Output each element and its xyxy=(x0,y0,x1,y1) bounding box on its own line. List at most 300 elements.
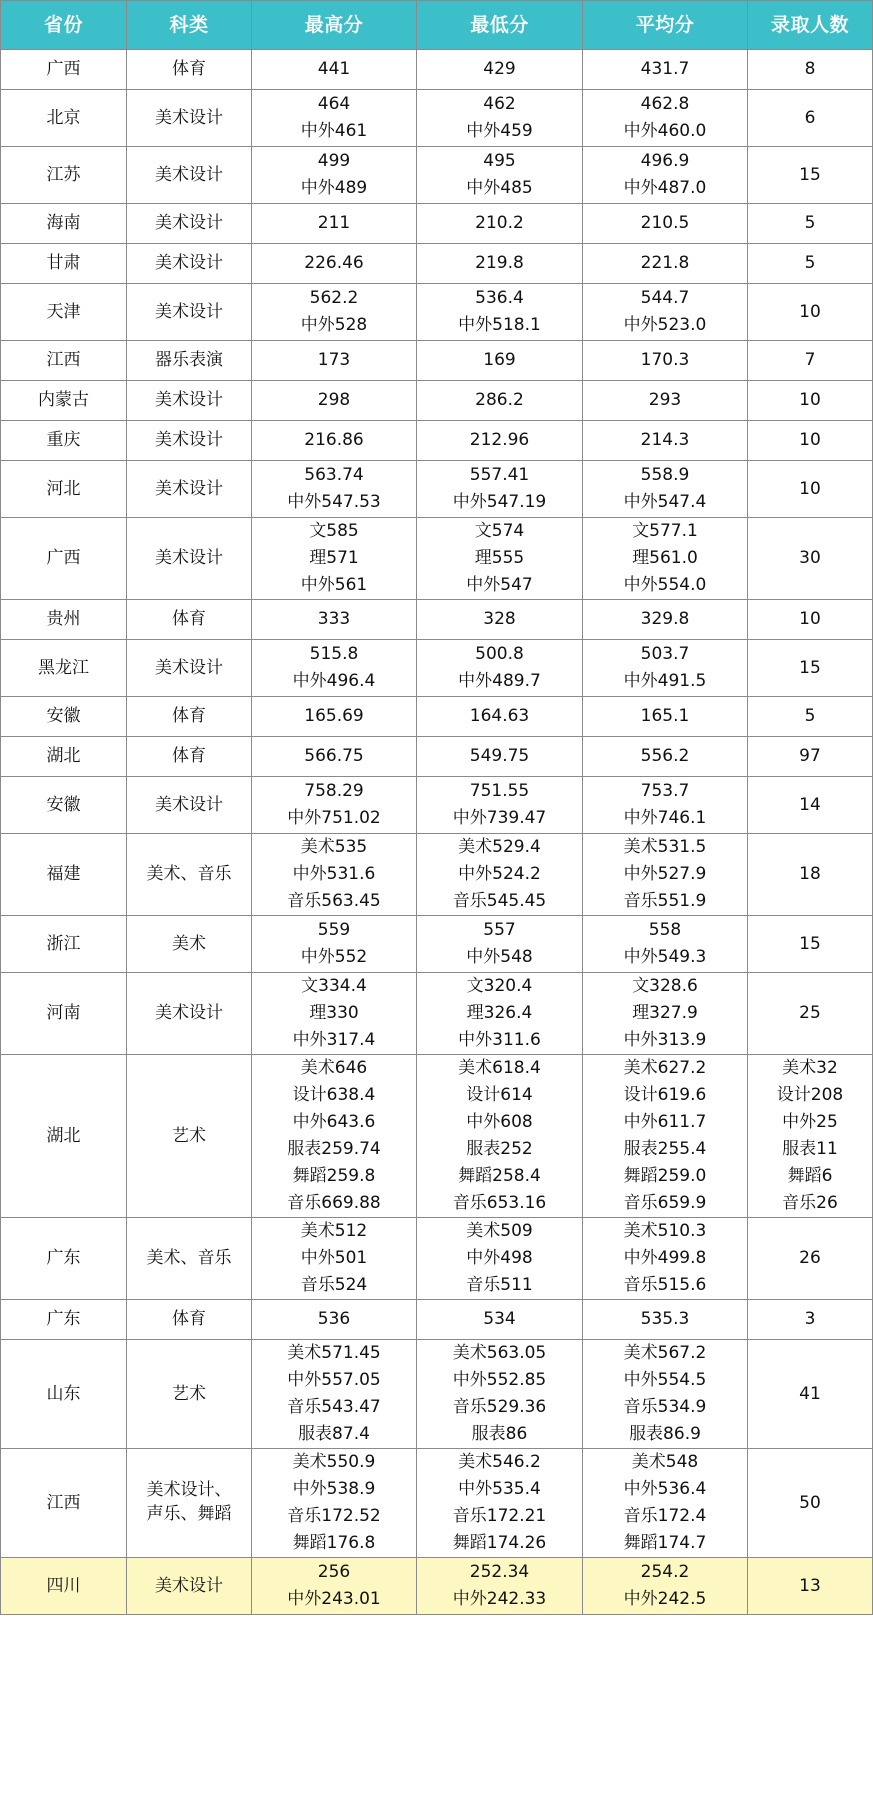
avg-score-cell-line: 544.7 xyxy=(640,288,690,308)
min-score-cell-line: 557.41 xyxy=(469,465,530,485)
min-score-cell-line: 中外552.85 xyxy=(452,1370,547,1390)
avg-score-cell-line: 音乐515.6 xyxy=(623,1275,707,1295)
avg-score-cell-line: 音乐551.9 xyxy=(623,891,707,911)
admitted-count-cell xyxy=(748,147,873,204)
min-score-cell-line: 286.2 xyxy=(475,390,524,410)
min-score-cell-line: 音乐545.45 xyxy=(452,891,547,911)
table-row xyxy=(1,777,873,834)
avg-score-cell-line: 中外460.0 xyxy=(623,121,707,141)
min-score-cell-line: 462 xyxy=(483,94,516,114)
admitted-count-cell xyxy=(748,90,873,147)
max-score-cell xyxy=(252,640,417,697)
max-score-cell-line: 中外531.6 xyxy=(292,864,376,884)
min-score-cell-line: 534 xyxy=(483,1309,516,1329)
table-row xyxy=(1,1300,873,1340)
min-score-cell-line: 中外311.6 xyxy=(458,1030,541,1050)
avg-score-cell-line: 美术567.2 xyxy=(623,1343,707,1363)
max-score-cell-line: 中外552 xyxy=(300,947,368,967)
max-score-cell xyxy=(252,204,417,244)
min-score-cell-line: 549.75 xyxy=(469,746,530,766)
category-cell: 美术设计 xyxy=(127,973,252,1055)
max-score-cell-line: 226.46 xyxy=(304,253,364,273)
min-score-cell xyxy=(417,834,583,916)
avg-score-cell-line: 中外554.5 xyxy=(623,1370,707,1390)
min-score-cell xyxy=(417,421,583,461)
max-score-cell xyxy=(252,381,417,421)
min-score-cell-line: 中外608 xyxy=(466,1112,533,1132)
admitted-count-cell-line: 15 xyxy=(799,933,821,954)
avg-score-cell-line: 中外554.0 xyxy=(623,575,707,595)
max-score-cell xyxy=(252,461,417,518)
max-score-cell-line: 中外547.53 xyxy=(287,492,381,512)
max-score-cell-line: 441 xyxy=(317,59,351,79)
min-score-cell xyxy=(417,600,583,640)
avg-score-cell-line: 中外491.5 xyxy=(623,671,707,691)
max-score-cell-line: 理330 xyxy=(309,1003,359,1023)
table-row xyxy=(1,341,873,381)
table-header xyxy=(1,1,873,50)
min-score-cell-line: 舞蹈258.4 xyxy=(458,1166,541,1186)
table-row xyxy=(1,640,873,697)
province-cell: 贵州 xyxy=(1,600,127,640)
header-min-score: 最低分 xyxy=(417,1,583,50)
table-row xyxy=(1,461,873,518)
avg-score-cell-line: 中外313.9 xyxy=(623,1030,707,1050)
avg-score-cell-line: 170.3 xyxy=(640,350,690,370)
table-row xyxy=(1,1340,873,1449)
max-score-cell-line: 服表259.74 xyxy=(287,1139,381,1159)
max-score-cell-line: 中外643.6 xyxy=(292,1112,376,1132)
max-score-cell-line: 服表87.4 xyxy=(298,1424,370,1444)
avg-score-cell-line: 音乐172.4 xyxy=(623,1506,707,1526)
admitted-count-cell-line: 7 xyxy=(804,350,816,370)
category-cell: 美术设计 xyxy=(127,421,252,461)
min-score-cell-line: 中外459 xyxy=(466,121,533,141)
max-score-cell xyxy=(252,834,417,916)
max-score-cell xyxy=(252,244,417,284)
avg-score-cell-line: 中外487.0 xyxy=(623,178,707,198)
avg-score-cell xyxy=(583,737,748,777)
avg-score-cell xyxy=(583,697,748,737)
admitted-count-cell-line: 3 xyxy=(804,1309,816,1329)
admitted-count-cell-line: 41 xyxy=(799,1383,821,1404)
admitted-count-cell xyxy=(748,284,873,341)
table-row xyxy=(1,1218,873,1300)
province-cell: 山东 xyxy=(1,1340,127,1449)
min-score-cell-line: 500.8 xyxy=(475,644,524,664)
admitted-count-cell-line: 5 xyxy=(804,213,816,233)
avg-score-cell-line: 503.7 xyxy=(640,644,690,664)
province-cell: 北京 xyxy=(1,90,127,147)
avg-score-cell-line: 理327.9 xyxy=(632,1003,698,1023)
admitted-count-cell-line: 设计208 xyxy=(776,1085,844,1105)
province-cell: 广东 xyxy=(1,1300,127,1340)
category-cell: 美术设计 xyxy=(127,518,252,600)
avg-score-cell xyxy=(583,916,748,973)
avg-score-cell xyxy=(583,50,748,90)
min-score-cell-line: 音乐529.36 xyxy=(452,1397,547,1417)
min-score-cell xyxy=(417,1218,583,1300)
province-cell: 广东 xyxy=(1,1218,127,1300)
admitted-count-cell-line: 10 xyxy=(799,609,821,629)
max-score-cell-line: 216.86 xyxy=(304,430,364,450)
header-admitted-count: 录取人数 xyxy=(748,1,873,50)
province-cell: 安徽 xyxy=(1,697,127,737)
avg-score-cell xyxy=(583,421,748,461)
max-score-cell xyxy=(252,697,417,737)
province-cell: 福建 xyxy=(1,834,127,916)
table-row xyxy=(1,1055,873,1218)
avg-score-cell-line: 舞蹈174.7 xyxy=(623,1533,707,1553)
avg-score-cell-line: 210.5 xyxy=(640,213,690,233)
min-score-cell-line: 中外739.47 xyxy=(452,808,547,828)
admitted-count-cell xyxy=(748,640,873,697)
admitted-count-cell xyxy=(748,737,873,777)
min-score-cell-line: 美术563.05 xyxy=(452,1343,547,1363)
avg-score-cell xyxy=(583,1300,748,1340)
max-score-cell-line: 中外561 xyxy=(300,575,368,595)
admitted-count-cell-line: 10 xyxy=(799,390,821,410)
avg-score-cell-line: 中外499.8 xyxy=(623,1248,707,1268)
min-score-cell-line: 中外548 xyxy=(466,947,533,967)
avg-score-cell-line: 美术510.3 xyxy=(623,1221,707,1241)
admitted-count-cell xyxy=(748,973,873,1055)
avg-score-cell-line: 美术548 xyxy=(631,1452,699,1472)
max-score-cell-line: 中外501 xyxy=(300,1248,368,1268)
avg-score-cell xyxy=(583,381,748,421)
avg-score-cell xyxy=(583,973,748,1055)
table-row xyxy=(1,381,873,421)
min-score-cell-line: 音乐172.21 xyxy=(452,1506,547,1526)
table-row xyxy=(1,518,873,600)
min-score-cell-line: 中外524.2 xyxy=(458,864,541,884)
max-score-cell-line: 舞蹈259.8 xyxy=(292,1166,376,1186)
admitted-count-cell-line: 18 xyxy=(799,864,821,884)
avg-score-cell xyxy=(583,461,748,518)
table-row xyxy=(1,50,873,90)
admitted-count-cell-line: 10 xyxy=(799,478,821,499)
category-cell xyxy=(127,1449,252,1558)
max-score-cell xyxy=(252,1340,417,1449)
min-score-cell-line: 219.8 xyxy=(475,253,524,273)
header-category: 科类 xyxy=(127,1,252,50)
province-cell: 内蒙古 xyxy=(1,381,127,421)
avg-score-cell-line: 中外746.1 xyxy=(623,808,707,828)
min-score-cell xyxy=(417,973,583,1055)
category-cell: 美术设计 xyxy=(127,204,252,244)
min-score-cell xyxy=(417,1558,583,1615)
admitted-count-cell xyxy=(748,1218,873,1300)
min-score-cell-line: 557 xyxy=(483,920,516,940)
admitted-count-cell xyxy=(748,518,873,600)
table-row xyxy=(1,421,873,461)
min-score-cell xyxy=(417,147,583,204)
max-score-cell-line: 165.69 xyxy=(304,706,364,726)
max-score-cell-line: 566.75 xyxy=(304,746,364,766)
admitted-count-cell xyxy=(748,1300,873,1340)
table-row xyxy=(1,284,873,341)
admitted-count-cell xyxy=(748,1558,873,1615)
avg-score-cell xyxy=(583,1340,748,1449)
min-score-cell-line: 429 xyxy=(483,59,516,79)
category-cell: 美术 xyxy=(127,916,252,973)
min-score-cell xyxy=(417,777,583,834)
max-score-cell-line: 中外751.02 xyxy=(287,808,381,828)
min-score-cell-line: 164.63 xyxy=(469,706,530,726)
category-cell: 体育 xyxy=(127,737,252,777)
min-score-cell-line: 舞蹈174.26 xyxy=(452,1533,547,1553)
province-cell: 海南 xyxy=(1,204,127,244)
admitted-count-cell xyxy=(748,461,873,518)
min-score-cell xyxy=(417,1340,583,1449)
min-score-cell-line: 文574 xyxy=(474,521,525,541)
max-score-cell-line: 音乐543.47 xyxy=(287,1397,381,1417)
max-score-cell-line: 音乐563.45 xyxy=(287,891,381,911)
max-score-cell-line: 536 xyxy=(317,1309,351,1329)
admitted-count-cell-line: 中外25 xyxy=(782,1112,838,1132)
admitted-count-cell-line: 15 xyxy=(799,164,821,185)
min-score-cell-line: 美术546.2 xyxy=(458,1452,541,1472)
table-row xyxy=(1,697,873,737)
min-score-cell-line: 495 xyxy=(483,151,516,171)
avg-score-cell xyxy=(583,244,748,284)
max-score-cell-line: 美术512 xyxy=(300,1221,368,1241)
min-score-cell-line: 设计614 xyxy=(466,1085,533,1105)
max-score-cell xyxy=(252,50,417,90)
max-score-cell-line: 499 xyxy=(317,151,351,171)
admitted-count-cell xyxy=(748,50,873,90)
avg-score-cell-line: 中外536.4 xyxy=(623,1479,707,1499)
category-cell: 美术设计 xyxy=(127,284,252,341)
header-avg-score: 平均分 xyxy=(583,1,748,50)
table-row xyxy=(1,244,873,284)
admitted-count-cell-line: 音乐26 xyxy=(782,1193,838,1213)
province-cell: 湖北 xyxy=(1,737,127,777)
max-score-cell xyxy=(252,1558,417,1615)
max-score-cell xyxy=(252,1449,417,1558)
province-cell: 河北 xyxy=(1,461,127,518)
max-score-cell xyxy=(252,600,417,640)
max-score-cell-line: 中外557.05 xyxy=(287,1370,381,1390)
avg-score-cell xyxy=(583,640,748,697)
avg-score-cell-line: 293 xyxy=(648,390,682,410)
avg-score-cell xyxy=(583,284,748,341)
max-score-cell-line: 758.29 xyxy=(304,781,364,801)
province-cell: 四川 xyxy=(1,1558,127,1615)
min-score-cell-line: 美术509 xyxy=(466,1221,533,1241)
avg-score-cell xyxy=(583,518,748,600)
avg-score-cell-line: 理561.0 xyxy=(632,548,698,568)
admitted-count-cell-line: 26 xyxy=(799,1248,821,1268)
max-score-cell-line: 中外461 xyxy=(300,121,368,141)
max-score-cell-line: 562.2 xyxy=(309,288,359,308)
admitted-count-cell xyxy=(748,1449,873,1558)
min-score-cell-line: 美术618.4 xyxy=(458,1058,541,1078)
province-cell: 江西 xyxy=(1,341,127,381)
min-score-cell-line: 中外489.7 xyxy=(458,671,541,691)
avg-score-cell-line: 舞蹈259.0 xyxy=(623,1166,707,1186)
avg-score-cell-line: 558.9 xyxy=(640,465,690,485)
province-cell: 黑龙江 xyxy=(1,640,127,697)
max-score-cell-line: 298 xyxy=(317,390,351,410)
avg-score-cell xyxy=(583,777,748,834)
min-score-cell xyxy=(417,204,583,244)
admitted-count-cell-line: 服表11 xyxy=(782,1139,838,1159)
max-score-cell xyxy=(252,518,417,600)
min-score-cell xyxy=(417,341,583,381)
max-score-cell-line: 音乐669.88 xyxy=(287,1193,381,1213)
max-score-cell-line: 中外496.4 xyxy=(292,671,376,691)
admitted-count-cell xyxy=(748,697,873,737)
avg-score-cell-line: 329.8 xyxy=(640,609,690,629)
avg-score-cell xyxy=(583,204,748,244)
province-cell: 广西 xyxy=(1,50,127,90)
province-cell: 广西 xyxy=(1,518,127,600)
category-cell: 美术、音乐 xyxy=(127,1218,252,1300)
admitted-count-cell-line: 10 xyxy=(799,301,821,322)
max-score-cell-line: 美术550.9 xyxy=(292,1452,376,1472)
admitted-count-cell-line: 13 xyxy=(799,1575,821,1596)
max-score-cell xyxy=(252,777,417,834)
max-score-cell xyxy=(252,147,417,204)
max-score-cell-line: 音乐172.52 xyxy=(287,1506,381,1526)
min-score-cell xyxy=(417,640,583,697)
avg-score-cell-line: 214.3 xyxy=(640,430,690,450)
max-score-cell xyxy=(252,1218,417,1300)
category-cell: 美术设计 xyxy=(127,244,252,284)
category-cell: 美术设计 xyxy=(127,640,252,697)
category-cell: 艺术 xyxy=(127,1055,252,1218)
province-cell: 江西 xyxy=(1,1449,127,1558)
max-score-cell-line: 464 xyxy=(317,94,351,114)
category-cell: 艺术 xyxy=(127,1340,252,1449)
admitted-count-cell-line: 5 xyxy=(804,253,816,273)
min-score-cell-line: 169 xyxy=(483,350,516,370)
min-score-cell-line: 中外242.33 xyxy=(452,1589,547,1609)
avg-score-cell xyxy=(583,1558,748,1615)
admitted-count-cell-line: 97 xyxy=(799,746,821,766)
min-score-cell xyxy=(417,461,583,518)
max-score-cell-line: 美术646 xyxy=(300,1058,368,1078)
min-score-cell-line: 536.4 xyxy=(475,288,524,308)
avg-score-cell-line: 254.2 xyxy=(640,1562,690,1582)
category-cell: 美术设计 xyxy=(127,461,252,518)
max-score-cell xyxy=(252,916,417,973)
avg-score-cell-line: 496.9 xyxy=(640,151,690,171)
admitted-count-cell xyxy=(748,421,873,461)
max-score-cell-line: 中外489 xyxy=(300,178,368,198)
min-score-cell-line: 音乐511 xyxy=(466,1275,533,1295)
admitted-count-cell xyxy=(748,600,873,640)
table-row xyxy=(1,1558,873,1615)
max-score-cell-line: 舞蹈176.8 xyxy=(292,1533,376,1553)
min-score-cell-line: 服表86 xyxy=(471,1424,528,1444)
min-score-cell-line: 751.55 xyxy=(469,781,530,801)
admitted-count-cell-line: 10 xyxy=(799,430,821,450)
category-cell: 体育 xyxy=(127,50,252,90)
category-cell: 器乐表演 xyxy=(127,341,252,381)
min-score-cell xyxy=(417,737,583,777)
header-row xyxy=(1,1,873,50)
province-cell: 甘肃 xyxy=(1,244,127,284)
category-cell: 美术、音乐 xyxy=(127,834,252,916)
max-score-cell xyxy=(252,1300,417,1340)
province-cell: 重庆 xyxy=(1,421,127,461)
table-row xyxy=(1,600,873,640)
min-score-cell-line: 中外547.19 xyxy=(452,492,547,512)
max-score-cell xyxy=(252,1055,417,1218)
min-score-cell-line: 理555 xyxy=(474,548,525,568)
admitted-count-cell-line: 30 xyxy=(799,548,821,568)
min-score-cell xyxy=(417,1449,583,1558)
avg-score-cell-line: 165.1 xyxy=(640,706,690,726)
min-score-cell-line: 212.96 xyxy=(469,430,530,450)
category-cell: 美术设计 xyxy=(127,777,252,834)
avg-score-cell-line: 431.7 xyxy=(640,59,690,79)
header-province: 省份 xyxy=(1,1,127,50)
avg-score-cell-line: 中外523.0 xyxy=(623,315,707,335)
max-score-cell-line: 中外538.9 xyxy=(292,1479,376,1499)
province-cell: 河南 xyxy=(1,973,127,1055)
max-score-cell-line: 515.8 xyxy=(309,644,359,664)
avg-score-cell-line: 535.3 xyxy=(640,1309,690,1329)
admitted-count-cell xyxy=(748,244,873,284)
admitted-count-cell-line: 舞蹈6 xyxy=(787,1166,833,1186)
province-cell: 天津 xyxy=(1,284,127,341)
min-score-cell-line: 中外518.1 xyxy=(458,315,541,335)
min-score-cell-line: 328 xyxy=(483,609,516,629)
avg-score-cell-line: 服表86.9 xyxy=(629,1424,701,1444)
max-score-cell-line: 559 xyxy=(317,920,351,940)
province-cell: 江苏 xyxy=(1,147,127,204)
min-score-cell-line: 理326.4 xyxy=(466,1003,533,1023)
admitted-count-cell-line: 15 xyxy=(799,657,821,678)
category-cell: 美术设计 xyxy=(127,147,252,204)
min-score-cell-line: 252.34 xyxy=(469,1562,530,1582)
max-score-cell-line: 音乐524 xyxy=(300,1275,368,1295)
table-row xyxy=(1,916,873,973)
min-score-cell-line: 中外485 xyxy=(466,178,533,198)
table-row xyxy=(1,1449,873,1558)
min-score-cell-line: 文320.4 xyxy=(466,976,533,996)
avg-score-cell-line: 服表255.4 xyxy=(623,1139,707,1159)
avg-score-cell xyxy=(583,1055,748,1218)
min-score-cell-line: 中外547 xyxy=(466,575,533,595)
table-row xyxy=(1,90,873,147)
table-row xyxy=(1,147,873,204)
category-cell: 体育 xyxy=(127,1300,252,1340)
avg-score-cell-line: 设计619.6 xyxy=(623,1085,707,1105)
max-score-cell xyxy=(252,341,417,381)
max-score-cell xyxy=(252,421,417,461)
max-score-cell-line: 文334.4 xyxy=(301,976,367,996)
admitted-count-cell-line: 50 xyxy=(799,1492,821,1513)
max-score-cell-line: 173 xyxy=(317,350,351,370)
max-score-cell-line: 美术535 xyxy=(300,837,368,857)
avg-score-cell-line: 中外242.5 xyxy=(623,1589,707,1609)
category-cell: 美术设计 xyxy=(127,1558,252,1615)
admitted-count-cell xyxy=(748,1340,873,1449)
admitted-count-cell-line: 美术32 xyxy=(782,1058,838,1078)
avg-score-cell-line: 556.2 xyxy=(640,746,690,766)
avg-score-cell-line: 753.7 xyxy=(640,781,690,801)
avg-score-cell-line: 文328.6 xyxy=(632,976,698,996)
avg-score-cell-line: 音乐659.9 xyxy=(623,1193,707,1213)
min-score-cell-line: 服表252 xyxy=(466,1139,533,1159)
avg-score-cell-line: 美术531.5 xyxy=(623,837,707,857)
max-score-cell-line: 256 xyxy=(317,1562,351,1582)
admitted-count-cell xyxy=(748,381,873,421)
